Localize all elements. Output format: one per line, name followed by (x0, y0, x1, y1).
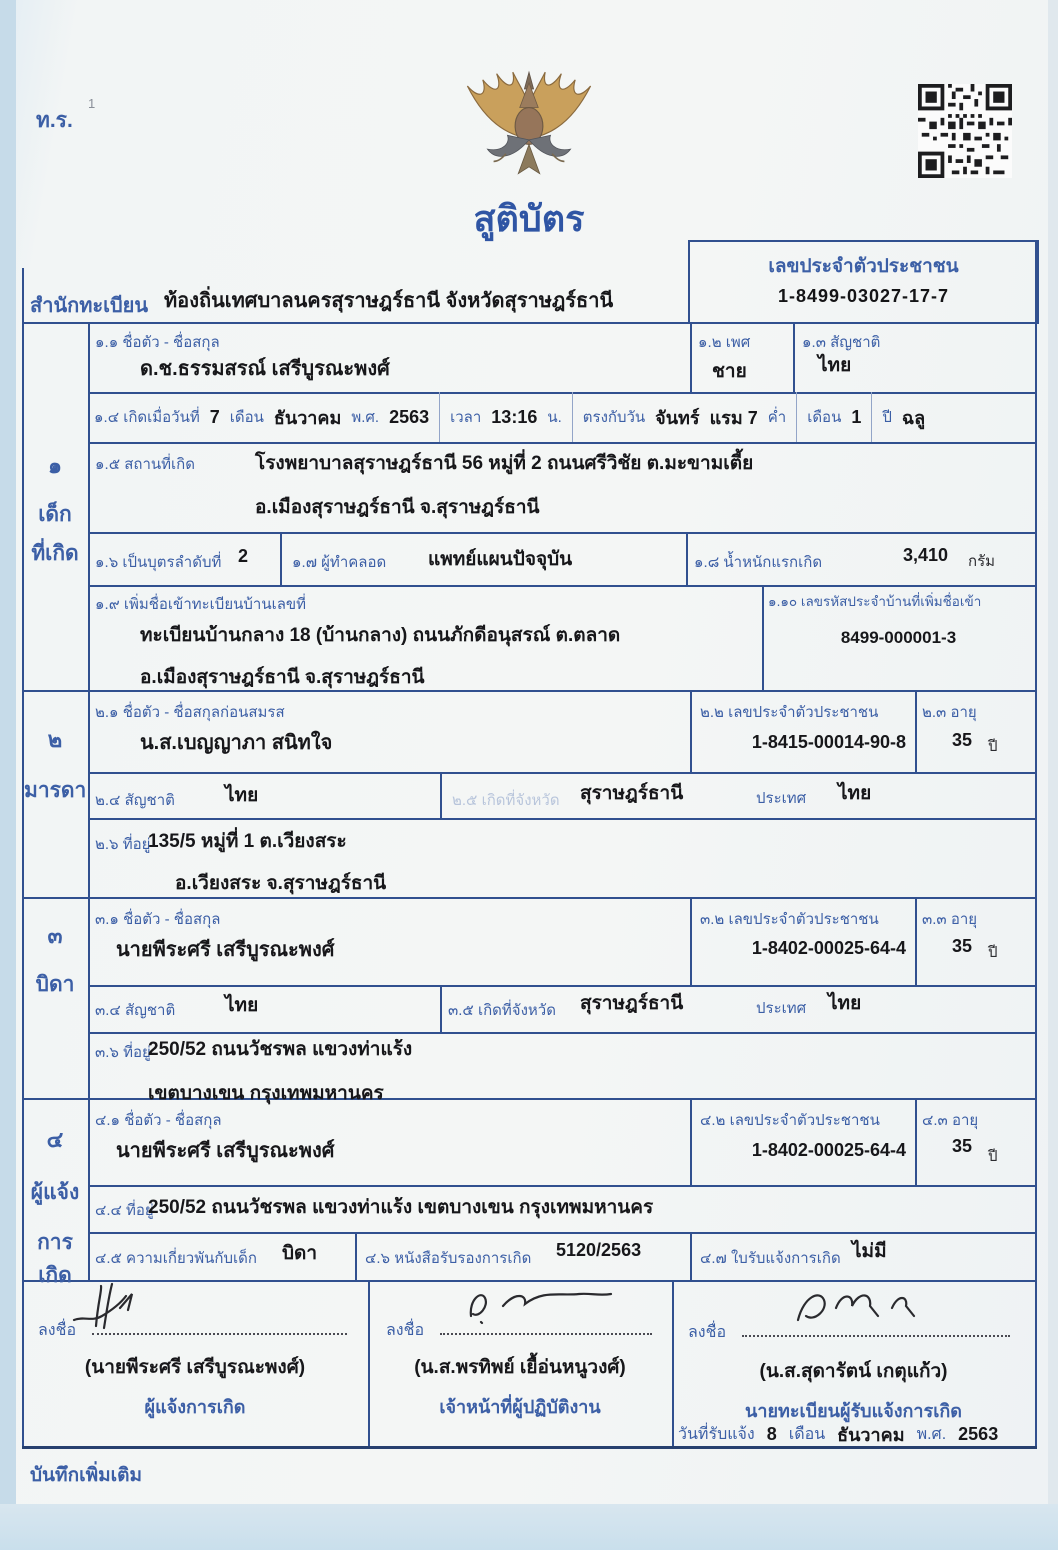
section4-number: ๔ (46, 1127, 64, 1152)
section4-label-line1: ผู้แจ้ง (30, 1181, 80, 1204)
father-id-label: ๓.๒ เลขประจำตัวประชาชน (700, 911, 879, 928)
mother-address-label: ๒.๖ ที่อยู่ (95, 836, 151, 853)
zodiac-label: ปี (882, 409, 892, 426)
signature-line-1 (92, 1332, 347, 1335)
informant-age-value: 35 (952, 1136, 973, 1156)
cell-divider (690, 322, 692, 392)
house-code-value: 8499-000001-3 (840, 628, 957, 647)
signature-line-2 (440, 1332, 652, 1335)
field-separator (439, 392, 440, 442)
father-age-value: 35 (952, 936, 973, 956)
signatory-name-1: (นายพีระศรี เสรีบูรณะพงศ์) (84, 1357, 306, 1378)
field-separator (871, 392, 872, 442)
mother-country-value: ไทย (838, 783, 872, 804)
cell-divider (915, 897, 917, 985)
informant-address-label: ๔.๔ ที่อยู่ (95, 1202, 154, 1219)
zodiac-value: ฉลู (901, 407, 926, 428)
sign-label-2: ลงชื่อ (386, 1322, 425, 1339)
mother-birth-province-value: สุราษฎร์ธานี (580, 783, 684, 804)
lunar-unit-label: ค่ำ (767, 409, 787, 426)
signatory-name-3: (น.ส.สุดารัตน์ เกตุแก้ว) (759, 1361, 948, 1382)
cell-divider (690, 690, 692, 772)
national-id-label: เลขประจำตัวประชาชน (768, 256, 959, 277)
time-unit-label: น. (547, 409, 562, 426)
father-address-label: ๓.๖ ที่อยู่ (95, 1044, 151, 1061)
informant-name-label: ๔.๑ ชื่อตัว - ชื่อสกุล (95, 1112, 222, 1129)
mother-age-unit: ปี (988, 738, 998, 755)
field-separator (572, 392, 573, 442)
informant-id-label: ๔.๒ เลขประจำตัวประชาชน (700, 1112, 880, 1129)
child-birthdate-row (94, 392, 1035, 442)
father-birth-province-value: สุราษฎร์ธานี (580, 993, 684, 1014)
house-registration-line1: ทะเบียนบ้านกลาง 18 (บ้านกลาง) ถนนภักดีอนุสรณ์ ต.ตลาด (140, 625, 621, 646)
informant-address-value: 250/52 ถนนวัชรพล แขวงท่าแร้ง เขตบางเขน กรุงเทพมหานคร (148, 1197, 654, 1218)
cell-divider (793, 322, 795, 392)
mother-age-value: 35 (952, 730, 973, 750)
birth-time-value: 13:16 (491, 406, 538, 427)
relation-value: บิดา (282, 1243, 318, 1264)
signatory-role-2: เจ้าหน้าที่ผู้ปฏิบัติงาน (439, 1397, 601, 1417)
section2-number: ๒ (47, 727, 63, 752)
time-label: เวลา (450, 409, 482, 426)
mother-id-value: 1-8415-00014-90-8 (751, 732, 906, 752)
registration-date-label: วันที่รับแจ้ง (678, 1425, 755, 1443)
sign-label-3: ลงชื่อ (688, 1324, 727, 1341)
section3-number: ๓ (47, 923, 63, 948)
section4-label-line2: การเกิด (37, 1231, 73, 1287)
birth-order-value: 2 (238, 546, 249, 566)
mother-nationality-value: ไทย (225, 785, 259, 806)
father-name-value: นายพีระศรี เสรีบูรณะพงศ์ (116, 939, 335, 961)
father-age-unit: ปี (988, 944, 998, 961)
father-address-line1: 250/52 ถนนวัชรพล แขวงท่าแร้ง (148, 1039, 413, 1060)
birth-weight-unit: กรัม (968, 553, 996, 570)
child-nationality-value: ไทย (818, 355, 852, 376)
mother-country-label: ประเทศ (756, 790, 807, 807)
birth-year-value: 2563 (389, 406, 430, 427)
father-nationality-label: ๓.๔ สัญชาติ (95, 1002, 176, 1019)
registrar-signature-ink (788, 1284, 938, 1334)
officer-signature-ink (455, 1284, 615, 1334)
attendant-value: แพทย์แผนปัจจุบัน (428, 549, 573, 570)
registration-era-label: พ.ศ. (916, 1425, 947, 1443)
section1-label-line1: เด็ก (38, 503, 72, 526)
father-name-label: ๓.๑ ชื่อตัว - ชื่อสกุล (95, 911, 221, 928)
cell-divider (915, 690, 917, 772)
mother-id-label: ๒.๒ เลขประจำตัวประชาชน (700, 704, 879, 721)
row-divider (88, 442, 1035, 444)
era-label: พ.ศ. (351, 409, 380, 426)
national-id-value: 1-8499-03027-17-7 (777, 286, 950, 306)
registration-year-value: 2563 (958, 1423, 999, 1444)
table-border-right (1035, 240, 1037, 1449)
birthplace-line2: อ.เมืองสุราษฎร์ธานี จ.สุราษฎร์ธานี (255, 497, 540, 518)
lunar-phase-value: แรม 7 (709, 407, 758, 428)
registration-date-row (678, 1422, 998, 1446)
registration-month-label: เดือน (788, 1425, 826, 1443)
informant-name-value: นายพีระศรี เสรีบูรณะพงศ์ (116, 1140, 335, 1162)
child-name-value: ด.ช.ธรรมสรณ์ เสรีบูรณะพงศ์ (140, 358, 390, 380)
month-label: เดือน (229, 409, 264, 426)
mother-birth-province-label: ๒.๕ เกิดที่จังหวัด (452, 792, 560, 809)
father-birth-province-label: ๓.๕ เกิดที่จังหวัด (448, 1002, 556, 1019)
informant-id-value: 1-8402-00025-64-4 (751, 1140, 906, 1160)
birth-order-label: ๑.๖ เป็นบุตรลำดับที่ (95, 554, 222, 571)
attendant-label: ๑.๗ ผู้ทำคลอด (292, 554, 387, 571)
birth-weight-label: ๑.๘ น้ำหนักแรกเกิด (694, 554, 823, 571)
cell-divider (690, 1232, 692, 1280)
father-country-label: ประเทศ (756, 1000, 807, 1017)
field-separator (796, 392, 797, 442)
cell-divider (355, 1232, 357, 1280)
house-registration-line2: อ.เมืองสุราษฎร์ธานี จ.สุราษฎร์ธานี (140, 667, 425, 688)
mother-age-label: ๒.๓ อายุ (922, 704, 977, 721)
registry-office-value: ท้องถิ่นเทศบาลนครสุราษฎร์ธานี จังหวัดสุราษฎร์ธานี (164, 290, 614, 312)
row-divider (88, 1185, 1035, 1187)
lunar-month-value: 1 (851, 406, 862, 427)
national-id-box (688, 240, 1039, 324)
form-code: ท.ร. (36, 109, 73, 132)
father-age-label: ๓.๓ อายุ (922, 911, 978, 928)
birth-weight-value: 3,410 (903, 545, 949, 565)
mother-address-line2: อ.เวียงสระ จ.สุราษฎร์ธานี (175, 873, 387, 894)
cell-divider (915, 1098, 917, 1185)
mother-name-value: น.ส.เบญญาภา สนิทใจ (140, 732, 333, 754)
section1-label-line2: ที่เกิด (31, 542, 79, 565)
signatory-role-3: นายทะเบียนผู้รับแจ้งการเกิด (745, 1401, 962, 1421)
mother-nationality-label: ๒.๔ สัญชาติ (95, 792, 175, 809)
cell-divider (440, 985, 442, 1032)
form-number: 1 (88, 96, 96, 111)
page-title: สูติบัตร (473, 198, 585, 239)
weekday-value: จันทร์ (655, 407, 700, 428)
signatory-role-1: ผู้แจ้งการเกิด (144, 1397, 246, 1417)
house-registration-label: ๑.๙ เพิ่มชื่อเข้าทะเบียนบ้านเลขที่ (95, 596, 307, 613)
mother-address-line1: 135/5 หมู่ที่ 1 ต.เวียงสระ (148, 831, 347, 852)
house-code-label: ๑.๑๐ เลขรหัสประจำบ้านที่เพิ่มชื่อเข้า (768, 594, 982, 609)
birth-notice-value: ไม่มี (852, 1241, 887, 1262)
row-divider (88, 818, 1035, 820)
informant-age-unit: ปี (988, 1148, 998, 1165)
qr-code-icon (918, 84, 1012, 178)
signatory-name-2: (น.ส.พรทิพย์ เยื้อ่นหนูวงศ์) (414, 1357, 626, 1378)
father-id-value: 1-8402-00025-64-4 (751, 938, 906, 958)
section2-label: มารดา (24, 779, 87, 802)
informant-age-label: ๔.๓ อายุ (922, 1112, 979, 1129)
sign-label-1: ลงชื่อ (38, 1322, 77, 1339)
row-divider (88, 1232, 1035, 1234)
row-divider (88, 985, 1035, 987)
row-divider (88, 585, 1035, 587)
registration-day-value: 8 (766, 1423, 777, 1444)
lunar-month-label: เดือน (807, 409, 842, 426)
row-divider (88, 532, 1035, 534)
registration-month-value: ธันวาคม (837, 1424, 905, 1445)
father-nationality-value: ไทย (225, 995, 259, 1016)
section1-number: ๑ (48, 453, 62, 478)
child-name-label: ๑.๑ ชื่อตัว - ชื่อสกุล (95, 334, 220, 351)
birth-month-value: ธันวาคม (273, 407, 342, 428)
scan-edge-bottom (0, 1504, 1058, 1550)
birthplace-label: ๑.๕ สถานที่เกิด (95, 456, 195, 473)
child-nationality-label: ๑.๓ สัญชาติ (802, 334, 881, 351)
birthdate-label: ๑.๔ เกิดเมื่อวันที่ (94, 409, 200, 426)
cell-divider (280, 532, 282, 585)
signature-line-3 (742, 1334, 1010, 1337)
table-border-top (22, 322, 1037, 324)
birth-day-value: 7 (209, 406, 220, 427)
row-divider (88, 772, 1035, 774)
relation-label: ๔.๕ ความเกี่ยวพันกับเด็ก (95, 1250, 257, 1267)
father-address-line2: เขตบางเขน กรุงเทพมหานคร (148, 1083, 384, 1104)
child-sex-label: ๑.๒ เพศ (698, 334, 751, 351)
birth-notice-label: ๔.๗ ใบรับแจ้งการเกิด (700, 1250, 841, 1267)
cell-divider (440, 772, 442, 818)
section3-label: บิดา (35, 973, 75, 996)
birthplace-line1: โรงพยาบาลสุราษฎร์ธานี 56 หมู่ที่ 2 ถนนศรีวิชัย ต.มะขามเตี้ย (255, 453, 754, 474)
registry-office-label: สำนักทะเบียน (30, 295, 149, 317)
side-column-divider (88, 322, 90, 1280)
garuda-emblem-icon (452, 50, 606, 202)
mother-name-label: ๒.๑ ชื่อตัว - ชื่อสกุลก่อนสมรส (95, 704, 285, 721)
additional-notes-label: บันทึกเพิ่มเติม (30, 1465, 142, 1486)
birth-cert-doc-value: 5120/2563 (556, 1240, 642, 1260)
weekday-label: ตรงกับวัน (582, 409, 646, 426)
birth-cert-doc-label: ๔.๖ หนังสือรับรองการเกิด (365, 1250, 532, 1267)
child-sex-value: ชาย (712, 361, 747, 382)
father-country-value: ไทย (828, 993, 862, 1014)
cell-divider (686, 532, 688, 585)
